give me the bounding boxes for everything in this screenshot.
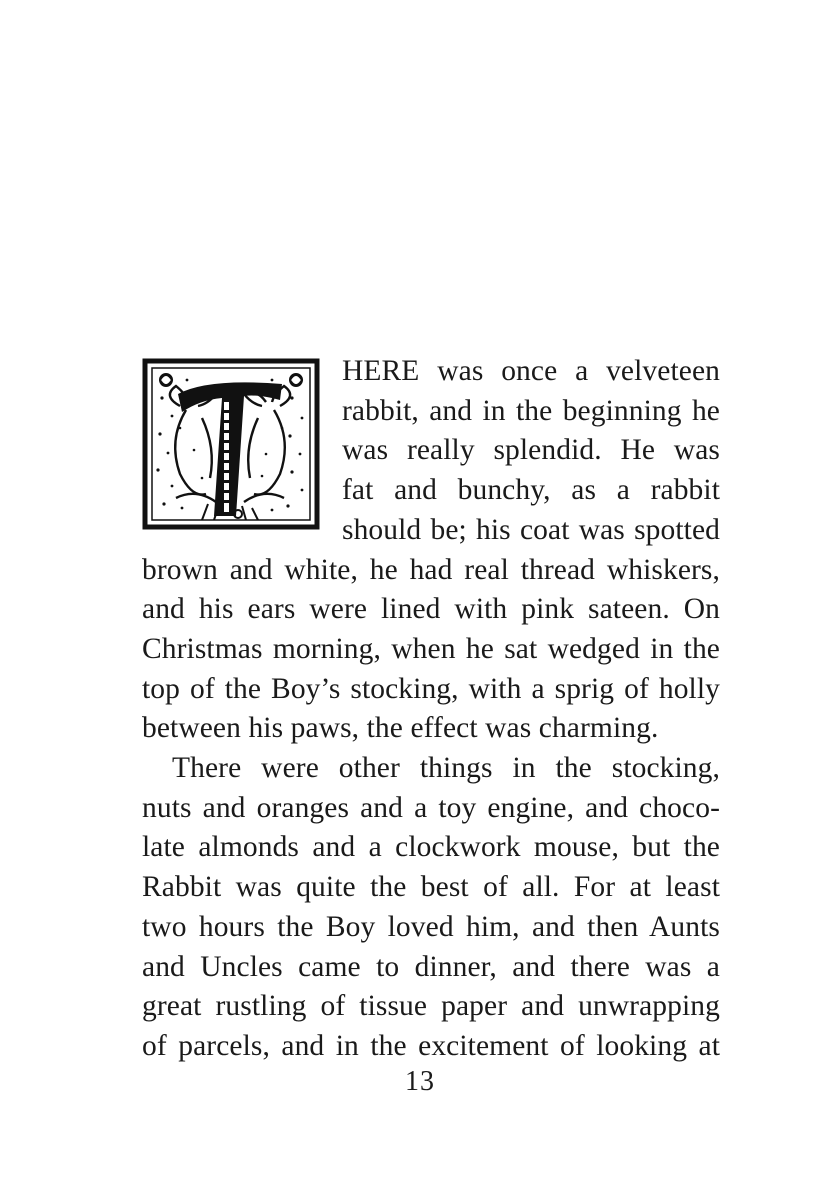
text-line: should be; his coat was spotted: [342, 513, 720, 546]
text-line: and Uncles came to dinner, and there was a: [142, 950, 720, 983]
decorated-drop-cap: [142, 358, 332, 544]
paragraph-1: [142, 352, 720, 749]
body-text: [142, 352, 720, 1067]
text-line: of parcels, and in the excitement of looking at: [142, 1029, 720, 1062]
drop-cap-illustration: [142, 358, 320, 530]
text-line: HERE was once a velveteen: [342, 355, 720, 387]
text-line: was really splendid. He was: [342, 434, 720, 467]
text-line: two hours the Boy loved him, and then Aunts: [142, 910, 720, 943]
text-line: nuts and oranges and a toy engine, and choco-: [142, 791, 720, 824]
text-line: Rabbit was quite the best of all. For at least: [142, 871, 720, 904]
paragraph-2: [142, 749, 720, 1067]
text-line: fat and bunchy, as a rabbit: [342, 474, 720, 507]
text-line: Christmas morning, when he sat wedged in the: [142, 632, 720, 665]
text-line: late almonds and a clockwork mouse, but the: [142, 831, 720, 864]
text-line: great rustling of tissue paper and unwrapping: [142, 990, 720, 1023]
text-line: and his ears were lined with pink sateen. On: [142, 593, 720, 626]
text-line: between his paws, the effect was charming.: [142, 712, 659, 745]
text-line: top of the Boy’s stocking, with a sprig of holly: [142, 672, 720, 705]
text-line: There were other things in the stocking,: [172, 752, 720, 785]
text-line: brown and white, he had real thread whiskers,: [142, 553, 720, 586]
page-number: 13: [405, 1066, 435, 1097]
text-line: rabbit, and in the beginning he: [342, 394, 720, 427]
